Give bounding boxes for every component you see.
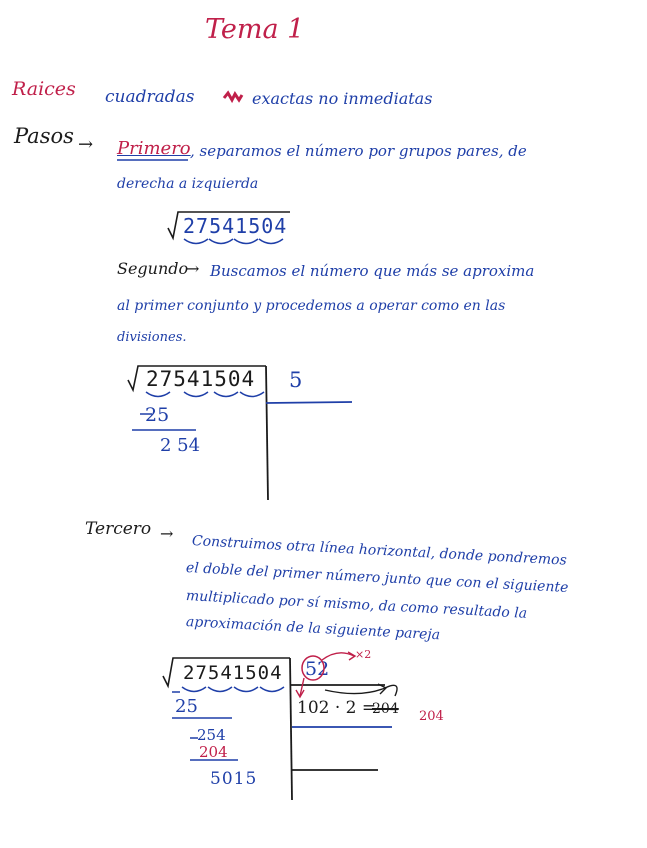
radicand-3: 27541504 bbox=[183, 662, 283, 684]
step3-times-note: ×2 bbox=[355, 648, 372, 661]
step3-root: 52 bbox=[305, 658, 330, 680]
arrow-tercero: → bbox=[160, 524, 174, 543]
step2-remainder: 2 54 bbox=[160, 435, 201, 456]
arrow-pasos: → bbox=[78, 134, 94, 155]
segundo-line3: divisiones. bbox=[117, 330, 187, 345]
step3-subtract2: 204 bbox=[199, 743, 228, 761]
step3-subtract: 25 bbox=[175, 696, 198, 717]
radicand-1: 27541504 bbox=[183, 214, 288, 238]
subtitle-exactas: exactas no inmediatas bbox=[252, 89, 433, 108]
segundo-keyword: Segundo bbox=[117, 259, 189, 278]
step3-remainder1: 254 bbox=[197, 726, 226, 744]
primero-line2: derecha a izquierda bbox=[117, 176, 259, 192]
segundo-line1: Buscamos el número que más se aproxima bbox=[210, 262, 535, 280]
arrow-segundo: → bbox=[186, 259, 200, 278]
pasos-label: Pasos bbox=[14, 124, 74, 148]
step3-product-expr: 102 · 2 = bbox=[297, 698, 377, 718]
tercero-line4: aproximación de la siguiente pareja bbox=[185, 614, 441, 644]
subtitle-raices: Raices bbox=[12, 78, 76, 100]
step2-root: 5 bbox=[289, 368, 303, 392]
scribble-mark bbox=[222, 90, 244, 104]
tercero-line2: el doble del primer número junto que con el siguiente bbox=[185, 560, 569, 597]
radicand-2: 27541504 bbox=[146, 367, 256, 391]
primero-line1: , separamos el número por grupos pares, de bbox=[190, 142, 527, 160]
tercero-line3: multiplicado por sí mismo, da como resultado la bbox=[185, 588, 528, 622]
tercero-line1: Construimos otra línea horizontal, donde pondremos bbox=[191, 533, 568, 569]
step3-struck-value: 204 bbox=[372, 701, 399, 717]
step3-result-value: 204 bbox=[419, 709, 444, 724]
step2-subtract: 25 bbox=[145, 404, 170, 426]
primero-keyword: Primero bbox=[117, 138, 191, 159]
subtitle-cuadradas: cuadradas bbox=[105, 87, 195, 107]
tercero-keyword: Tercero bbox=[85, 519, 152, 539]
segundo-line2: al primer conjunto y procedemos a operar como en las bbox=[117, 298, 506, 314]
page-title: Tema 1 bbox=[205, 14, 305, 45]
step3-remainder2: 5015 bbox=[210, 769, 258, 789]
